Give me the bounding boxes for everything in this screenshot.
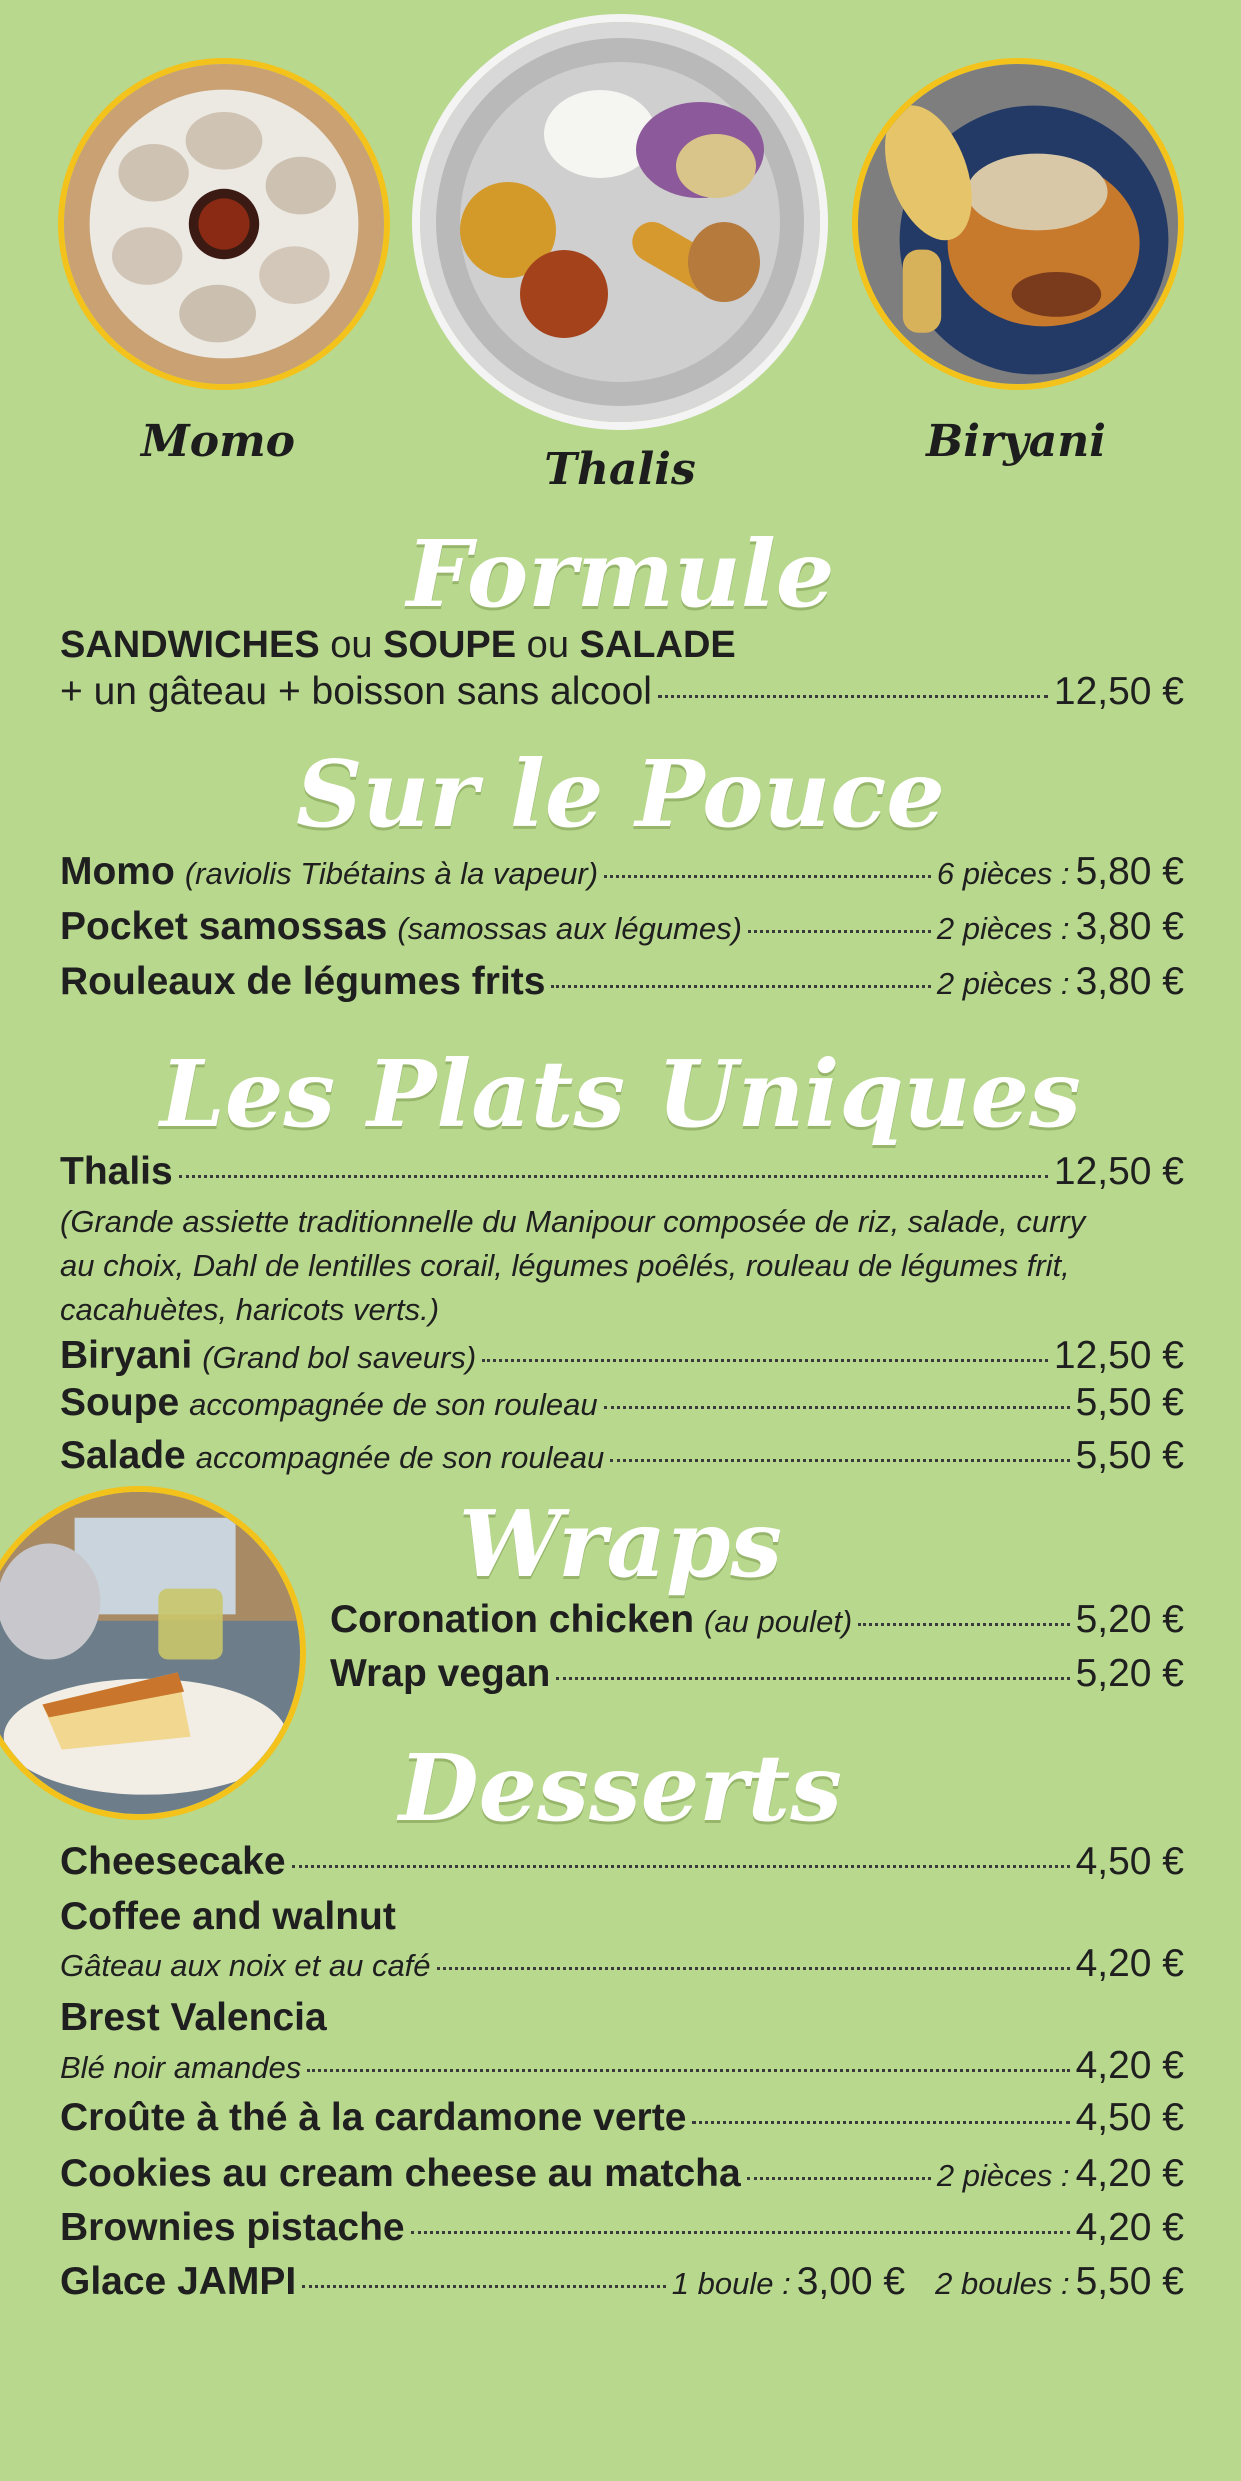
item-name: Soupe [60, 1381, 180, 1424]
plats-uniques-title: Les Plats Uniques [160, 1040, 1081, 1148]
menu-item-wrap-vegan [330, 1652, 1184, 1696]
menu-item-glace [60, 2260, 1184, 2304]
leader-dots [482, 1359, 1048, 1362]
item-name: Pocket samossas [60, 905, 388, 948]
item-name: Biryani [60, 1334, 193, 1377]
menu-item-pocket-samossas [60, 905, 1184, 949]
item-desc: (samossas aux légumes) [397, 911, 742, 946]
item-price: 5,50 € [1075, 1434, 1184, 1477]
formule-ou-1: ou [319, 624, 384, 666]
item-name: Coronation chicken [330, 1598, 695, 1641]
formule-ou-2: ou [516, 624, 580, 666]
item-price: 4,20 € [1075, 2044, 1184, 2087]
leader-dots [556, 1677, 1069, 1680]
menu-item-salade [60, 1434, 1184, 1478]
item-name: Momo [60, 850, 175, 893]
menu-item-coffee-walnut [60, 1942, 1184, 1986]
brest-valencia-name: Brest Valencia [60, 1996, 327, 2039]
item-price: 4,20 € [1075, 2152, 1184, 2195]
formule-title: Formule [406, 520, 835, 628]
thalis-photo [412, 14, 828, 430]
item-price: 5,50 € [1075, 1381, 1184, 1424]
item-name: Salade [60, 1434, 186, 1477]
formule-salade: SALADE [579, 624, 736, 666]
leader-dots [692, 2121, 1069, 2124]
formule-price: 12,50 € [1053, 670, 1184, 713]
item-qty: 2 pièces : [936, 2158, 1070, 2193]
thalis-note-3: cacahuètes, haricots verts.) [60, 1292, 440, 1327]
item-desc: (Grand bol saveurs) [202, 1340, 477, 1375]
menu-item-brest-valencia [60, 2044, 1184, 2088]
item-price: 4,20 € [1075, 2206, 1184, 2249]
menu-item-soupe [60, 1381, 1184, 1425]
item-name: Cookies au cream cheese au matcha [60, 2152, 741, 2195]
item-price-1: 3,00 € [796, 2260, 906, 2303]
item-qty-1: 1 boule : [671, 2266, 791, 2301]
item-price: 4,20 € [1075, 1942, 1184, 1985]
item-name: Wrap vegan [330, 1652, 551, 1695]
formule-extras: + un gâteau + boisson sans alcool [60, 670, 652, 713]
item-price: 12,50 € [1053, 1150, 1184, 1193]
leader-dots [292, 1865, 1070, 1868]
leader-dots [604, 1406, 1070, 1409]
item-name: Cheesecake [60, 1840, 286, 1883]
item-price: 4,50 € [1075, 2096, 1184, 2139]
formule-soupe: SOUPE [383, 624, 517, 666]
menu-item-rouleaux [60, 960, 1184, 1004]
item-name: Croûte à thé à la cardamone verte [60, 2096, 687, 2139]
leader-dots [858, 1623, 1069, 1626]
item-desc: Blé noir amandes [60, 2050, 302, 2085]
item-desc: accompagnée de son rouleau [195, 1440, 605, 1475]
item-name: Glace JAMPI [60, 2260, 297, 2303]
leader-dots [302, 2285, 665, 2288]
item-desc: Gâteau aux noix et au café [60, 1948, 431, 1983]
leader-dots [411, 2231, 1070, 2234]
thalis-caption: Thalis [544, 444, 696, 495]
menu-item-thalis [60, 1150, 1184, 1194]
leader-dots [604, 875, 931, 878]
leader-dots [747, 2177, 931, 2180]
formule-line2 [60, 670, 1184, 714]
formule-line1 [60, 624, 736, 667]
menu-item-momo [60, 850, 1184, 894]
menu-item-biryani [60, 1334, 1184, 1378]
item-desc: accompagnée de son rouleau [189, 1387, 598, 1422]
leader-dots [610, 1459, 1069, 1462]
menu-item-cheesecake [60, 1840, 1184, 1884]
thalis-note-2: au choix, Dahl de lentilles corail, légumes poêlés, rouleau de légumes frit, [60, 1248, 1070, 1283]
desserts-title: Desserts [398, 1734, 843, 1842]
wraps-title: Wraps [458, 1490, 783, 1598]
item-name: Thalis [60, 1150, 173, 1193]
biryani-caption: Biryani [926, 416, 1106, 467]
menu-item-coronation-chicken [330, 1598, 1184, 1642]
menu-item-brownies [60, 2206, 1184, 2250]
item-name: Rouleaux de légumes frits [60, 960, 546, 1003]
leader-dots [307, 2069, 1069, 2072]
item-price: 5,20 € [1075, 1652, 1184, 1695]
momo-caption: Momo [141, 416, 295, 467]
sur-le-pouce-title: Sur le Pouce [296, 740, 945, 848]
menu-item-cookies [60, 2152, 1184, 2196]
thalis-note-1: (Grande assiette traditionnelle du Manipour composée de riz, salade, curry [60, 1204, 1086, 1239]
item-qty: 6 pièces : [936, 856, 1070, 891]
leader-dots [179, 1175, 1048, 1178]
leader-dots [748, 930, 931, 933]
item-desc: (raviolis Tibétains à la vapeur) [184, 856, 599, 891]
biryani-photo [852, 58, 1184, 390]
formule-sandwiches: SANDWICHES [60, 624, 320, 666]
item-name: Brownies pistache [60, 2206, 405, 2249]
item-price: 4,50 € [1075, 1840, 1184, 1883]
item-price: 5,80 € [1075, 850, 1184, 893]
item-qty: 2 pièces : [936, 966, 1070, 1001]
item-price: 12,50 € [1053, 1334, 1184, 1377]
item-desc: (au poulet) [704, 1604, 853, 1639]
item-price-2: 5,50 € [1075, 2260, 1184, 2303]
leader-dots [437, 1967, 1070, 1970]
coffee-walnut-name: Coffee and walnut [60, 1895, 396, 1938]
item-price: 3,80 € [1075, 960, 1184, 1003]
leader-dots [658, 695, 1048, 698]
menu-item-croute [60, 2096, 1184, 2140]
momo-photo [58, 58, 390, 390]
item-price: 3,80 € [1075, 905, 1184, 948]
leader-dots [551, 985, 930, 988]
item-qty: 2 pièces : [936, 911, 1070, 946]
item-price: 5,20 € [1075, 1598, 1184, 1641]
item-qty-2: 2 boules : [935, 2266, 1070, 2301]
